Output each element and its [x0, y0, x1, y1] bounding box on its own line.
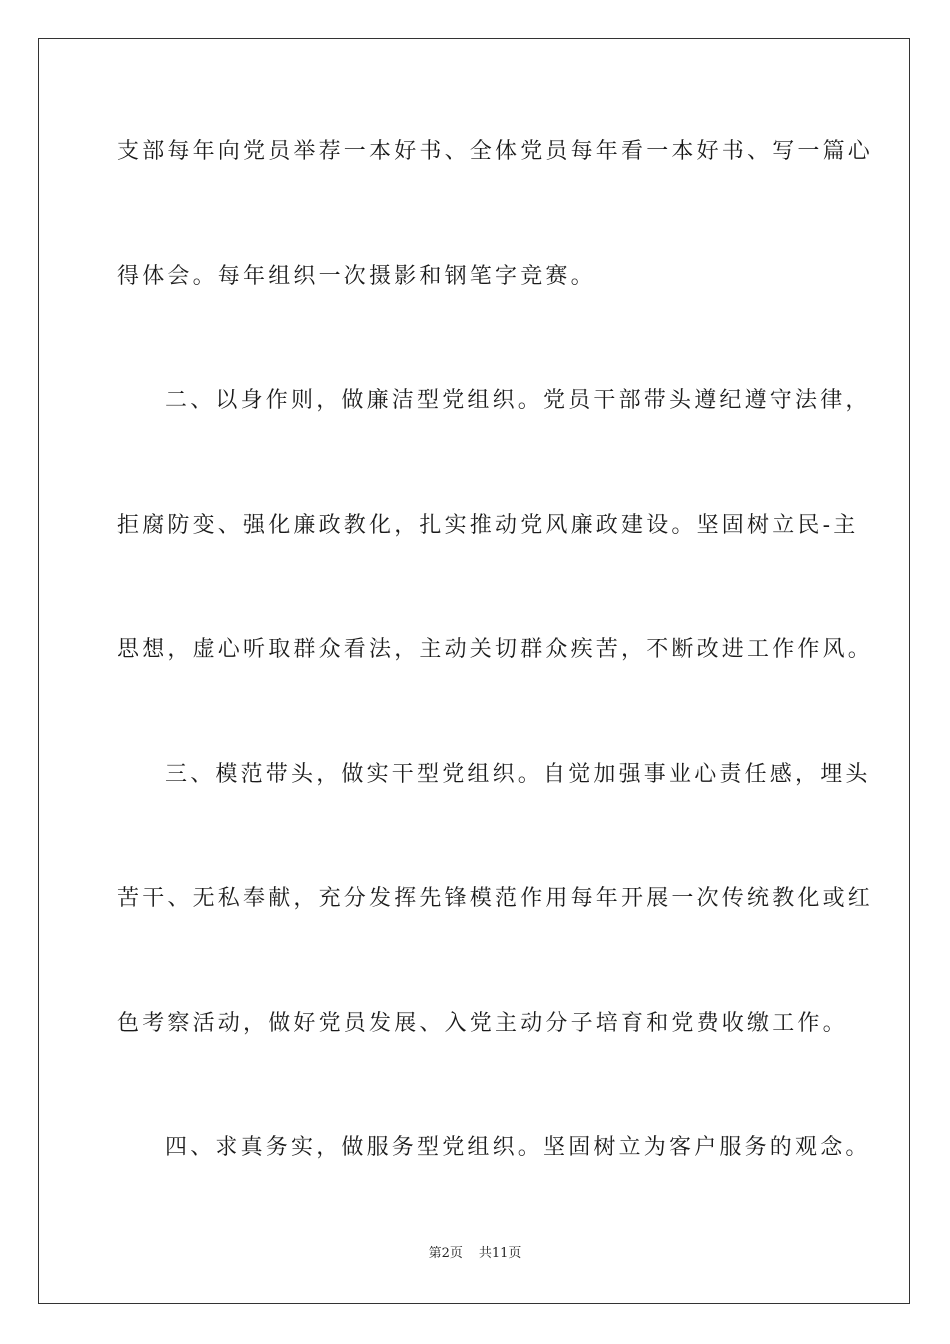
- paragraph-2-start: 二、以身作则，做廉洁型党组织。党员干部带头遵纪遵守法律，: [165, 388, 871, 413]
- page-total: 共11页: [478, 1246, 522, 1261]
- text-line-8: 色考察活动，做好党员发展、入党主动分子培育和党费收缴工作。: [117, 1011, 848, 1036]
- page-number: 第2页: [428, 1246, 463, 1261]
- text-line-5: 思想，虚心听取群众看法，主动关切群众疾苦，不断改进工作作风。: [117, 637, 874, 662]
- paragraph-3-start: 三、模范带头，做实干型党组织。自觉加强事业心责任感，埋头: [165, 762, 871, 787]
- page-frame: [38, 38, 910, 1304]
- text-line-2: 得体会。每年组织一次摄影和钢笔字竞赛。: [117, 264, 596, 289]
- text-line-7: 苦干、无私奉献，充分发挥先锋模范作用每年开展一次传统教化或红: [117, 886, 874, 911]
- text-line-1: 支部每年向党员举荐一本好书、全体党员每年看一本好书、写一篇心: [117, 139, 874, 164]
- text-line-4: 拒腐防变、强化廉政教化，扎实推动党风廉政建设。坚固树立民-主: [117, 513, 859, 538]
- page-footer: [0, 1245, 950, 1263]
- paragraph-4-start: 四、求真务实，做服务型党组织。坚固树立为客户服务的观念。: [165, 1135, 871, 1160]
